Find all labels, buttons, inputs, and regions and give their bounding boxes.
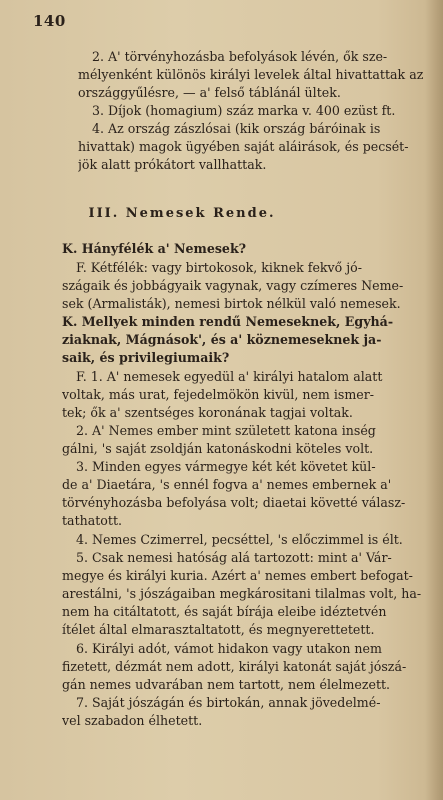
text-line: gán nemes udvarában nem tartott, nem élelmezett. (62, 677, 391, 692)
text-line: fizetett, dézmát nem adott, királyi katonát saját jószá- (62, 659, 407, 674)
text-line: vel szabadon élhetett. (62, 713, 203, 728)
text-line: 6. Királyi adót, vámot hidakon vagy utakon nem (76, 641, 382, 656)
text-line: voltak, más urat, fejedelmökön kivül, nem ismer- (62, 387, 375, 402)
text-line: törvényhozásba befolyása volt; diaetai követté válasz- (62, 495, 406, 510)
text-line: mélyenként különös királyi levelek által hivattattak az (78, 67, 424, 82)
text-line: ítélet által elmarasztaltatott, és megnyerettetett. (62, 622, 375, 637)
text-line: de a' Diaetára, 's ennél fogva a' nemes embernek a' (62, 477, 392, 492)
text-line: F. Kétfélék: vagy birtokosok, kiknek fekvő jó- (76, 260, 362, 275)
text-line: hivattak) magok ügyében saját aláirások, és pecsét- (78, 139, 409, 154)
text-line: gálni, 's saját zsoldján katonáskodni köteles volt. (62, 441, 374, 456)
text-line: 5. Csak nemesi hatóság alá tartozott: mint a' Vár- (76, 550, 392, 565)
text-line: szágaik és jobbágyaik vagynak, vagy czímeres Neme- (62, 278, 404, 293)
text-line: 7. Saját jószágán és birtokán, annak jövedelmé- (76, 695, 381, 710)
text-line: 4. Nemes Czimerrel, pecséttel, 's előczimmel is élt. (76, 532, 403, 547)
text-line: 2. A' törvényhozásba befolyások lévén, ők sze- (92, 49, 388, 64)
text-line: megye és királyi kuria. Azért a' nemes embert befogat- (62, 568, 413, 583)
text-line: jök alatt prókátort vallhattak. (78, 157, 267, 172)
text-line: nem ha citáltatott, és saját bírája eleibe idéztetvén (62, 604, 387, 619)
text-line: 4. Az ország zászlósai (kik ország báróinak is (92, 121, 381, 136)
text-line: tathatott. (62, 513, 123, 528)
text-line: tek; ők a' szentséges koronának tagjai voltak. (62, 405, 353, 420)
text-line: 3. Díjok (homagium) száz marka v. 400 ezüst ft. (92, 103, 396, 118)
page-number: 140 (33, 12, 66, 30)
question-line: K. Mellyek minden rendű Nemeseknek, Egyhá- (62, 314, 394, 329)
section-heading: III. Nemesek Rende. (88, 206, 276, 221)
text-line: országgyűlésre, — a' felső táblánál ültek. (78, 85, 341, 100)
question-line: ziaknak, Mágnások', és a' köznemeseknek ja- (62, 332, 382, 347)
question-line: K. Hányfélék a' Nemesek? (62, 241, 247, 256)
text-line: sek (Armalisták), nemesi birtok nélkül való nemesek. (62, 296, 401, 311)
text-line: 2. A' Nemes ember mint született katona inség (76, 423, 376, 438)
text-line: arestálni, 's jószágaiban megkárositani tilalmas volt, ha- (62, 586, 422, 601)
text-line: 3. Minden egyes vármegye két két követet kül- (76, 459, 376, 474)
question-line: saik, és privilegiumaik? (62, 350, 230, 365)
text-line: F. 1. A' nemesek egyedül a' királyi hatalom alatt (76, 369, 383, 384)
